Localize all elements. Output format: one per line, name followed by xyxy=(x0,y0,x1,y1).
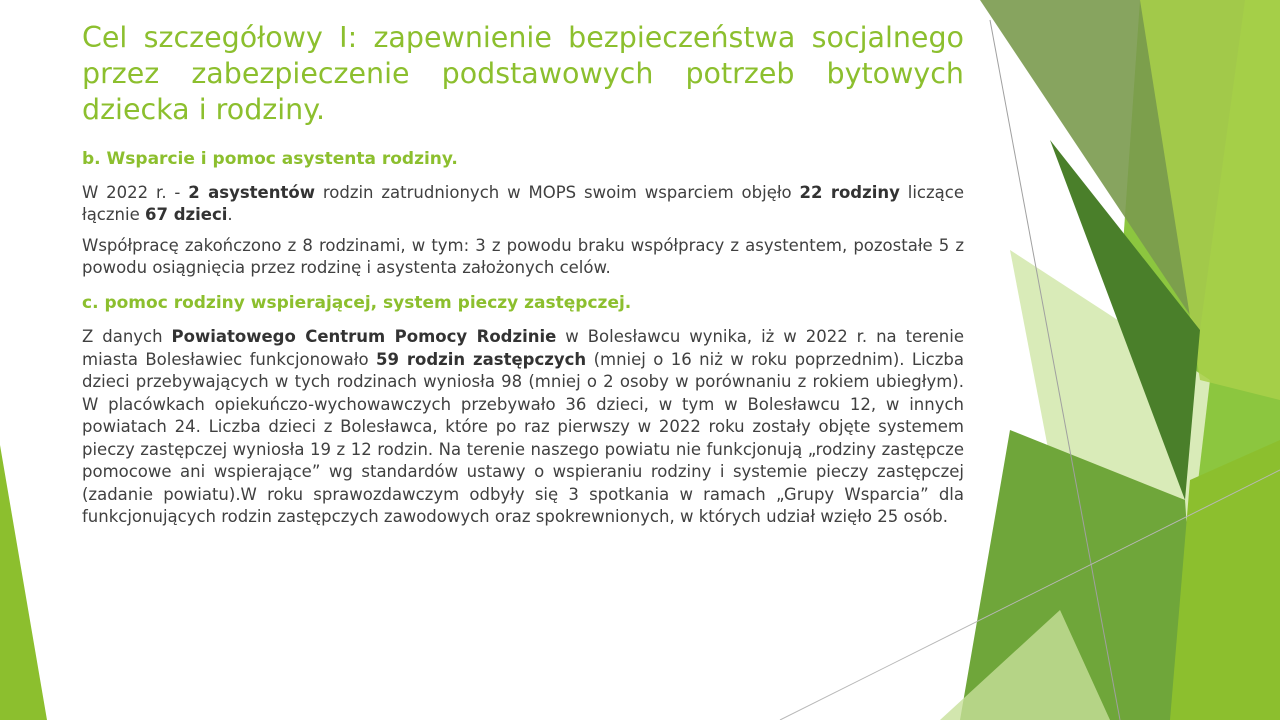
bold-families-count: 22 rodziny xyxy=(799,183,900,202)
paragraph-cooperation-ended: Współpracę zakończono z 8 rodzinami, w tym: 3 z powodu braku współpracy z asystentem, pozostałe 5 z powodu osiągnięcia przez rodzinę i asystenta założonych celów. xyxy=(82,236,964,277)
paragraph-assistants xyxy=(82,182,964,226)
left-green-triangle xyxy=(0,445,47,720)
bold-assistants-count: 2 asystentów xyxy=(188,183,315,202)
slide-title: Cel szczegółowy I: zapewnienie bezpieczeństwa socjalnego przez zabezpieczenie podstawowych potrzeb bytowych dziecka i rodziny. xyxy=(82,21,964,126)
section-c-heading: c. pomoc rodziny wspierającej, system pieczy zastępczej. xyxy=(82,293,632,313)
text-fragment: Z danych xyxy=(82,327,172,346)
text-fragment: . xyxy=(227,205,233,224)
bold-foster-families-count: 59 rodzin zastępczych xyxy=(375,349,587,369)
paragraph-foster-care xyxy=(82,326,964,529)
section-b-heading: b. Wsparcie i pomoc asystenta rodziny. xyxy=(82,149,458,169)
text-fragment: (mniej o 16 niż w roku poprzednim). Liczba dzieci przebywających w tych rodzinach wyniosła 98 (mniej o 2 osoby w porównaniu z rokiem ubiegłym). W placówkach opiekuńczo-wychowawczych przebywało 36 dzieci, w tym w Bolesławcu 12, w innych powiatach 24. Liczba dzieci z Bolesławca, które po raz pierwszy w 2022 roku zostały objęte systemem pieczy zastępczej wyniosła 19 z 12 rodzin. Na terenie naszego powiatu nie funkcjonują „rodziny zastępcze pomocowe ani wspierające” wg standardów ustawy o wspieraniu rodziny i systemie pieczy zastępczej (zadanie powiatu).W roku sprawozdawczym odbyły się 3 spotkania w ramach „Grupy Wsparcia” dla funkcjonujących rodzin zastępczych zawodowych oraz spokrewnionych, w których udział wzięło 25 osób. xyxy=(82,349,964,526)
bold-pcpr-name: Powiatowego Centrum Pomocy Rodzinie xyxy=(171,327,557,346)
text-fragment: w Bolesławcu wynika, iż w 2022 r. na terenie miasta Bolesławiec funkcjonowało xyxy=(82,327,964,369)
bold-children-count: 67 dzieci xyxy=(144,205,228,224)
text-fragment: W 2022 r. - xyxy=(82,183,189,202)
slide-content xyxy=(82,20,964,529)
text-fragment: rodzin zatrudnionych w MOPS swoim wsparciem objęło xyxy=(314,183,800,202)
text-fragment: liczące łącznie xyxy=(82,183,964,224)
